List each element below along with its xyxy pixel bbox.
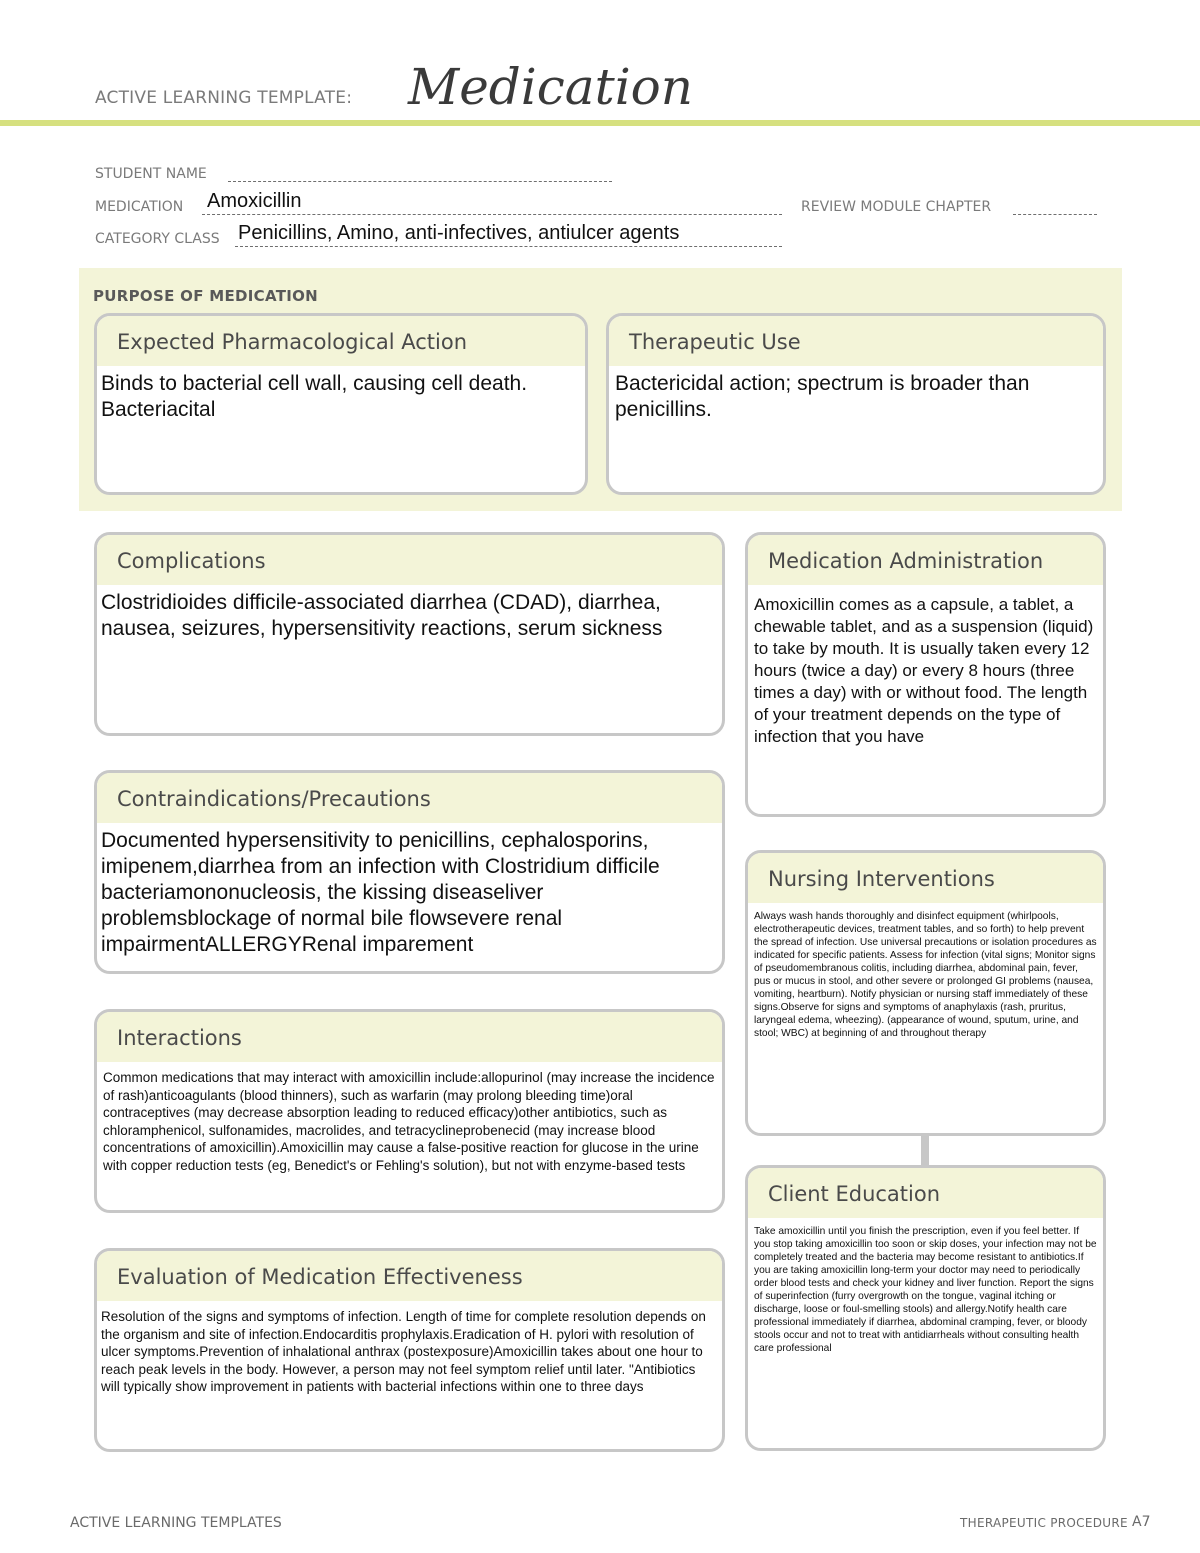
nursing-interventions-card: [745, 850, 1106, 1136]
student-name-line: [228, 181, 612, 182]
card-header: [97, 773, 722, 823]
complications-card: [94, 532, 725, 736]
student-name-label: STUDENT NAME: [95, 166, 207, 182]
card-title: Contraindications/Precautions: [117, 787, 431, 811]
card-header: [748, 853, 1103, 903]
footer-right: THERAPEUTIC PROCEDURE: [960, 1516, 1128, 1530]
medication-label: MEDICATION: [95, 199, 184, 215]
card-title: Interactions: [117, 1026, 242, 1050]
card-title: Evaluation of Medication Effectiveness: [117, 1265, 523, 1289]
expected-action-card: [94, 313, 588, 495]
template-label: ACTIVE LEARNING TEMPLATE:: [95, 88, 353, 108]
card-title: Therapeutic Use: [629, 330, 801, 354]
card-header: [97, 316, 585, 366]
medication-field[interactable]: [95, 189, 785, 215]
card-header: [748, 535, 1103, 585]
card-header: [97, 1012, 722, 1062]
card-title: Nursing Interventions: [768, 867, 995, 891]
interactions-text[interactable]: Common medications that may interact with amoxicillin include:allopurinol (may increase the incidence of rash)anticoagulants (blood thinners), such as warfarin (may prolong bleeding time)oral contraceptives (may decrease absorption leading to reduced efficacy)other antibiotics, such as chloramphenicol, sulfonamides, macrolides, and tetracyclineprobenecid (may increase blood concentrations of amoxicillin).Amoxicillin may cause a false-positive reaction for glucose in the urine with copper reduction tests (eg, Benedict's or Fehling's solution), but not with enzyme-based tests: [103, 1070, 715, 1173]
medication-administration-card: [745, 532, 1106, 817]
contraindications-text[interactable]: Documented hypersensitivity to penicillins, cephalosporins, imipenem,diarrhea from an infection with Clostridium difficile bacteriamononucleosis, the kissing diseaseliver problemsblockage of normal bile flowsevere renal impairmentALLERGYRenal imparement: [101, 829, 660, 956]
review-module-field[interactable]: [801, 189, 1101, 215]
expected-action-text[interactable]: Binds to bacterial cell wall, causing cell death. Bacteriacital: [101, 372, 528, 421]
medication-administration-text[interactable]: Amoxicillin comes as a capsule, a tablet, a chewable tablet, and as a suspension (liquid) to take by mouth. It is usually taken every 12 hours (twice a day) or every 8 hours (three times a day) with or without food. The length of your treatment depends on the type of infection that you have: [754, 595, 1094, 746]
connector-bar: [921, 1134, 929, 1165]
review-module-line: [1013, 214, 1097, 215]
contraindications-card: [94, 770, 725, 974]
card-header: [97, 1251, 722, 1301]
medication-value[interactable]: Amoxicillin: [207, 190, 302, 212]
nursing-interventions-text[interactable]: Always wash hands thoroughly and disinfect equipment (whirlpools, electrotherapeutic devices, treatment tables, and so forth) to help prevent the spread of infection. Use universal precautions or isolation procedures as indicated for specific patients. Assess for infection (vital signs; Monitor signs of pseudomembranous colitis, including diarrhea, abdominal pain, fever, pus or mucus in stool, and other severe or prolonged GI problems (nausea, vomiting, heartburn). Notify physician or nursing staff immediately of these signs.Observe for signs and symptoms of anaphylaxis (rash, pruritus, laryngeal edema, wheezing). (appearance of wound, sputum, urine, and stool; WBC) at beginning of and throughout therapy: [754, 911, 1097, 1039]
client-education-text[interactable]: Take amoxicillin until you finish the prescription, even if you feel better. If you stop taking amoxicillin too soon or skip doses, your infection may not be completely treated and the bacteria may become resistant to antibiotics.If you are taking amoxicillin long-term your doctor may need to periodically order blood tests and check your kidney and liver function. Report the signs of superinfection (furry overgrowth on the tongue, vaginal itching or discharge, loose or foul-smelling stools) and allergy.Notify health care professional immediately if diarrhea, abdominal cramping, fever, or bloody stools occur and not to treat with antidiarrheals without consulting health care professional: [754, 1226, 1097, 1354]
card-header: [609, 316, 1103, 366]
complications-text[interactable]: Clostridioides difficile-associated diarrhea (CDAD), diarrhea, nausea, seizures, hypersensitivity reactions, serum sickness: [101, 591, 663, 640]
medication-line: [202, 214, 782, 215]
evaluation-card: [94, 1248, 725, 1452]
therapeutic-use-text[interactable]: Bactericidal action; spectrum is broader than penicillins.: [615, 372, 1030, 421]
footer-left: ACTIVE LEARNING TEMPLATES: [70, 1515, 282, 1531]
category-class-label: CATEGORY CLASS: [95, 231, 220, 247]
card-header: [748, 1168, 1103, 1218]
card-title: Complications: [117, 549, 266, 573]
evaluation-text[interactable]: Resolution of the signs and symptoms of infection. Length of time for complete resolution depends on the organism and site of infection.Endocarditis prophylaxis.Eradication of H. pylori with resolution of ulcer symptoms.Prevention of inhalational anthrax (postexposure)Amoxicillin takes about one hour to reach peak levels in the body. However, a person may not feel symptom relief until later. "Antibiotics will typically show improvement in patients with bacterial infections within one to three days: [101, 1309, 706, 1395]
page-number: A7: [1132, 1514, 1151, 1530]
client-education-card: [745, 1165, 1106, 1451]
category-class-line: [235, 246, 782, 247]
purpose-title: PURPOSE OF MEDICATION: [93, 287, 319, 305]
card-header: [97, 535, 722, 585]
review-module-label: REVIEW MODULE CHAPTER: [801, 199, 992, 215]
card-title: Expected Pharmacological Action: [117, 330, 468, 354]
category-class-value[interactable]: Penicillins, Amino, anti-infectives, antiulcer agents: [238, 222, 680, 244]
therapeutic-use-card: [606, 313, 1106, 495]
card-title: Medication Administration: [768, 549, 1044, 573]
card-title: Client Education: [768, 1182, 941, 1206]
header-rule: [0, 120, 1200, 126]
page-title: Medication: [408, 58, 693, 116]
category-class-field[interactable]: [95, 221, 785, 247]
interactions-card: [94, 1009, 725, 1213]
student-name-field[interactable]: [95, 156, 520, 182]
